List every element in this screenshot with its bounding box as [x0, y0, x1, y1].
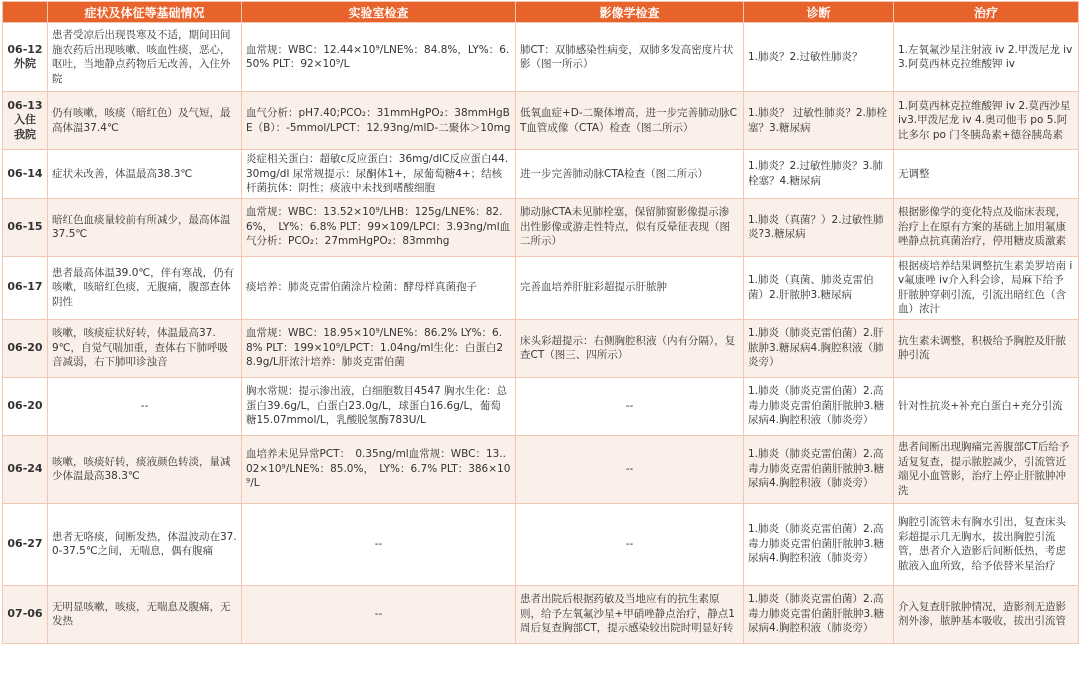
- lab-cell: 血常规：WBC：12.44×10⁹/LNE%：84.8%，LY%：6.50% PLT：92×10⁹/L: [242, 23, 516, 92]
- date-cell: 06-20: [3, 377, 48, 435]
- treatment-cell: 1.阿莫西林克拉维酸钾 iv 2.莫西沙星 iv3.甲泼尼龙 iv 4.奥司他韦 po 5.阿比多尔 po 门冬胰岛素+德谷胰岛素: [894, 92, 1079, 150]
- symptom-cell: 症状未改善，体温最高38.3℃: [48, 150, 242, 199]
- imaging-cell: --: [516, 377, 744, 435]
- diagnosis-cell: 1.肺炎（肺炎克雷伯菌）2.肝脓肿3.糖尿病4.胸腔积液（肺炎旁）: [744, 319, 894, 377]
- lab-cell: 血培养未见异常PCT： 0.35ng/ml血常规：WBC：13..02×10⁹/LNE%：85.0%， LY%：6.7% PLT：386×10⁹/L: [242, 435, 516, 503]
- date-cell: 06-12 外院: [3, 23, 48, 92]
- symptom-cell: 咳嗽，咳痰好转，痰液颜色转淡，量减少体温最高38.3℃: [48, 435, 242, 503]
- diagnosis-cell: 1.肺炎？2.过敏性肺炎？3.肺栓塞？4.糖尿病: [744, 150, 894, 199]
- symptom-cell: 咳嗽，咳痰症状好转，体温最高37.9℃，自觉气喘加重，查体右下肺呼吸音减弱，右下肺叩诊浊音: [48, 319, 242, 377]
- table-row: [3, 256, 1079, 319]
- diagnosis-cell: 1.肺炎？2.过敏性肺炎？: [744, 23, 894, 92]
- treatment-cell: 根据痰培养结果调整抗生素美罗培南 iv氟康唑 iv介入科会诊，局麻下给予肝脓肿穿刺引流，引流出暗红色（含血）浓汁: [894, 256, 1079, 319]
- diagnosis-cell: 1.肺炎？ 过敏性肺炎？2.肺栓塞？3.糖尿病: [744, 92, 894, 150]
- date-cell: 06-27: [3, 503, 48, 585]
- imaging-cell: 进一步完善肺动脉CTA检查（图二所示）: [516, 150, 744, 199]
- symptom-cell: 无明显咳嗽，咳痰，无喘息及腹痛，无发热: [48, 585, 242, 643]
- clinical-course-table: [2, 1, 1079, 644]
- header-imaging: 影像学检查: [516, 2, 744, 23]
- lab-cell: --: [242, 585, 516, 643]
- symptom-cell: 暗红色血痰量较前有所减少，最高体温37.5℃: [48, 198, 242, 256]
- lab-cell: 血气分析：pH7.40;PCO₂：31mmHgPO₂：38mmHgBE（B）：-5mmol/LPCT：12.93ng/mlD-二聚体＞10mg: [242, 92, 516, 150]
- imaging-cell: 患者出院后根据药敏及当地应有的抗生素原则，给予左氧氟沙星+甲硝唑静点治疗，静点1周后复查胸部CT，提示感染较出院时明显好转: [516, 585, 744, 643]
- date-cell: 06-13 入住 我院: [3, 92, 48, 150]
- date-cell: 06-24: [3, 435, 48, 503]
- table-row: [3, 92, 1079, 150]
- table-row: [3, 150, 1079, 199]
- treatment-cell: 介入复查肝脓肿情况，造影剂无造影剂外渗，脓肿基本吸收，拔出引流管: [894, 585, 1079, 643]
- symptom-cell: 患者无咯痰，间断发热，体温波动在37.0-37.5℃之间，无喘息，偶有腹痛: [48, 503, 242, 585]
- header-diagnosis: 诊断: [744, 2, 894, 23]
- table-row: [3, 319, 1079, 377]
- treatment-cell: 针对性抗炎+补充白蛋白+充分引流: [894, 377, 1079, 435]
- imaging-cell: --: [516, 435, 744, 503]
- diagnosis-cell: 1.肺炎（肺炎克雷伯菌）2.高毒力肺炎克雷伯菌肝脓肿3.糖尿病4.胸腔积液（肺炎旁）: [744, 503, 894, 585]
- table-row: [3, 23, 1079, 92]
- symptom-cell: --: [48, 377, 242, 435]
- treatment-cell: 抗生素未调整，积极给予胸腔及肝脓肿引流: [894, 319, 1079, 377]
- table-row: [3, 198, 1079, 256]
- date-cell: 06-14: [3, 150, 48, 199]
- symptom-cell: 仍有咳嗽，咳痰（暗红色）及气短，最高体温37.4℃: [48, 92, 242, 150]
- header-treatment: 治疗: [894, 2, 1079, 23]
- table-row: [3, 503, 1079, 585]
- treatment-cell: 根据影像学的变化特点及临床表现，治疗上在原有方案的基础上加用氟康唑静点抗真菌治疗，停用糖皮质激素: [894, 198, 1079, 256]
- header-symptom: 症状及体征等基础情况: [48, 2, 242, 23]
- date-cell: 07-06: [3, 585, 48, 643]
- treatment-cell: 1.左氧氟沙星注射液 iv 2.甲泼尼龙 iv 3.阿莫西林克拉维酸钾 iv: [894, 23, 1079, 92]
- table-row: [3, 435, 1079, 503]
- symptom-cell: 患者最高体温39.0℃，伴有寒战，仍有咳嗽，咳暗红色痰，无腹痛，腹部查体阴性: [48, 256, 242, 319]
- lab-cell: 炎症相关蛋白：超敏c反应蛋白：36mg/dlC反应蛋白44.30mg/dl 尿常规提示：尿酮体1+，尿葡萄糖4+；结核杆菌抗体：阴性；痰液中未找到嗜酸细胞: [242, 150, 516, 199]
- lab-cell: 血常规：WBC：18.95×10⁹/LNE%：86.2% LY%：6.8% PLT：199×10⁹/LPCT：1.04ng/ml生化：白蛋白28.9g/L肝浓汁培养：肺炎克雷伯菌: [242, 319, 516, 377]
- table-row: [3, 585, 1079, 643]
- imaging-cell: --: [516, 503, 744, 585]
- diagnosis-cell: 1.肺炎（真菌、肺炎克雷伯菌）2.肝脓肿3.糖尿病: [744, 256, 894, 319]
- treatment-cell: 无调整: [894, 150, 1079, 199]
- header-lab: 实验室检查: [242, 2, 516, 23]
- imaging-cell: 肺CT：双肺感染性病变，双肺多发高密度片状影（图一所示）: [516, 23, 744, 92]
- date-cell: 06-17: [3, 256, 48, 319]
- lab-cell: 胸水常规：提示渗出液，白细胞数目4547 胸水生化：总蛋白39.6g/L，白蛋白23.0g/L，球蛋白16.6g/L，葡萄糖15.07mmol/L，乳酸脱氢酶783U/L: [242, 377, 516, 435]
- diagnosis-cell: 1.肺炎（肺炎克雷伯菌）2.高毒力肺炎克雷伯菌肝脓肿3.糖尿病4.胸腔积液（肺炎旁）: [744, 585, 894, 643]
- diagnosis-cell: 1.肺炎（真菌？）2.过敏性肺炎?3.糖尿病: [744, 198, 894, 256]
- imaging-cell: 低氧血症+D-二聚体增高，进一步完善肺动脉CT血管成像（CTA）检查（图二所示）: [516, 92, 744, 150]
- diagnosis-cell: 1.肺炎（肺炎克雷伯菌）2.高毒力肺炎克雷伯菌肝脓肿3.糖尿病4.胸腔积液（肺炎旁）: [744, 377, 894, 435]
- symptom-cell: 患者受凉后出现畏寒及不适，期间田间施农药后出现咳嗽、咳血性痰，恶心，呕吐，当地静点药物后无改善，入住外院: [48, 23, 242, 92]
- date-cell: 06-20: [3, 319, 48, 377]
- date-cell: 06-15: [3, 198, 48, 256]
- imaging-cell: 完善血培养肝脏彩超提示肝脓肿: [516, 256, 744, 319]
- imaging-cell: 肺动脉CTA未见肺栓塞，保留肺窗影像提示渗出性影像或游走性特点，似有反晕征表现（图二所示）: [516, 198, 744, 256]
- header-date: [3, 2, 48, 23]
- lab-cell: 痰培养：肺炎克雷伯菌涂片检菌：酵母样真菌孢子: [242, 256, 516, 319]
- header-row: [3, 2, 1079, 23]
- imaging-cell: 床头彩超提示：右侧胸腔积液（内有分隔），复查CT（图三、四所示）: [516, 319, 744, 377]
- treatment-cell: 胸腔引流管未有胸水引出，复查床头彩超提示几无胸水，拔出胸腔引流管，患者介入造影后间断低热，考虑脓液入血所致，给予依替米星治疗: [894, 503, 1079, 585]
- table-row: [3, 377, 1079, 435]
- treatment-cell: 患者间断出现胸痛完善腹部CT后给予适复复查，提示脓腔减少，引流管近端见小血管影，治疗上停止肝脓肿冲洗: [894, 435, 1079, 503]
- lab-cell: 血常规：WBC：13.52×10⁹/LHB：125g/LNE%：82.6%， LY%：6.8% PLT：99×109/LPCI：3.93ng/ml血气分析：PCO₂：27mmHgPO₂：83mmhg: [242, 198, 516, 256]
- diagnosis-cell: 1.肺炎（肺炎克雷伯菌）2.高毒力肺炎克雷伯菌肝脓肿3.糖尿病4.胸腔积液（肺炎旁）: [744, 435, 894, 503]
- lab-cell: --: [242, 503, 516, 585]
